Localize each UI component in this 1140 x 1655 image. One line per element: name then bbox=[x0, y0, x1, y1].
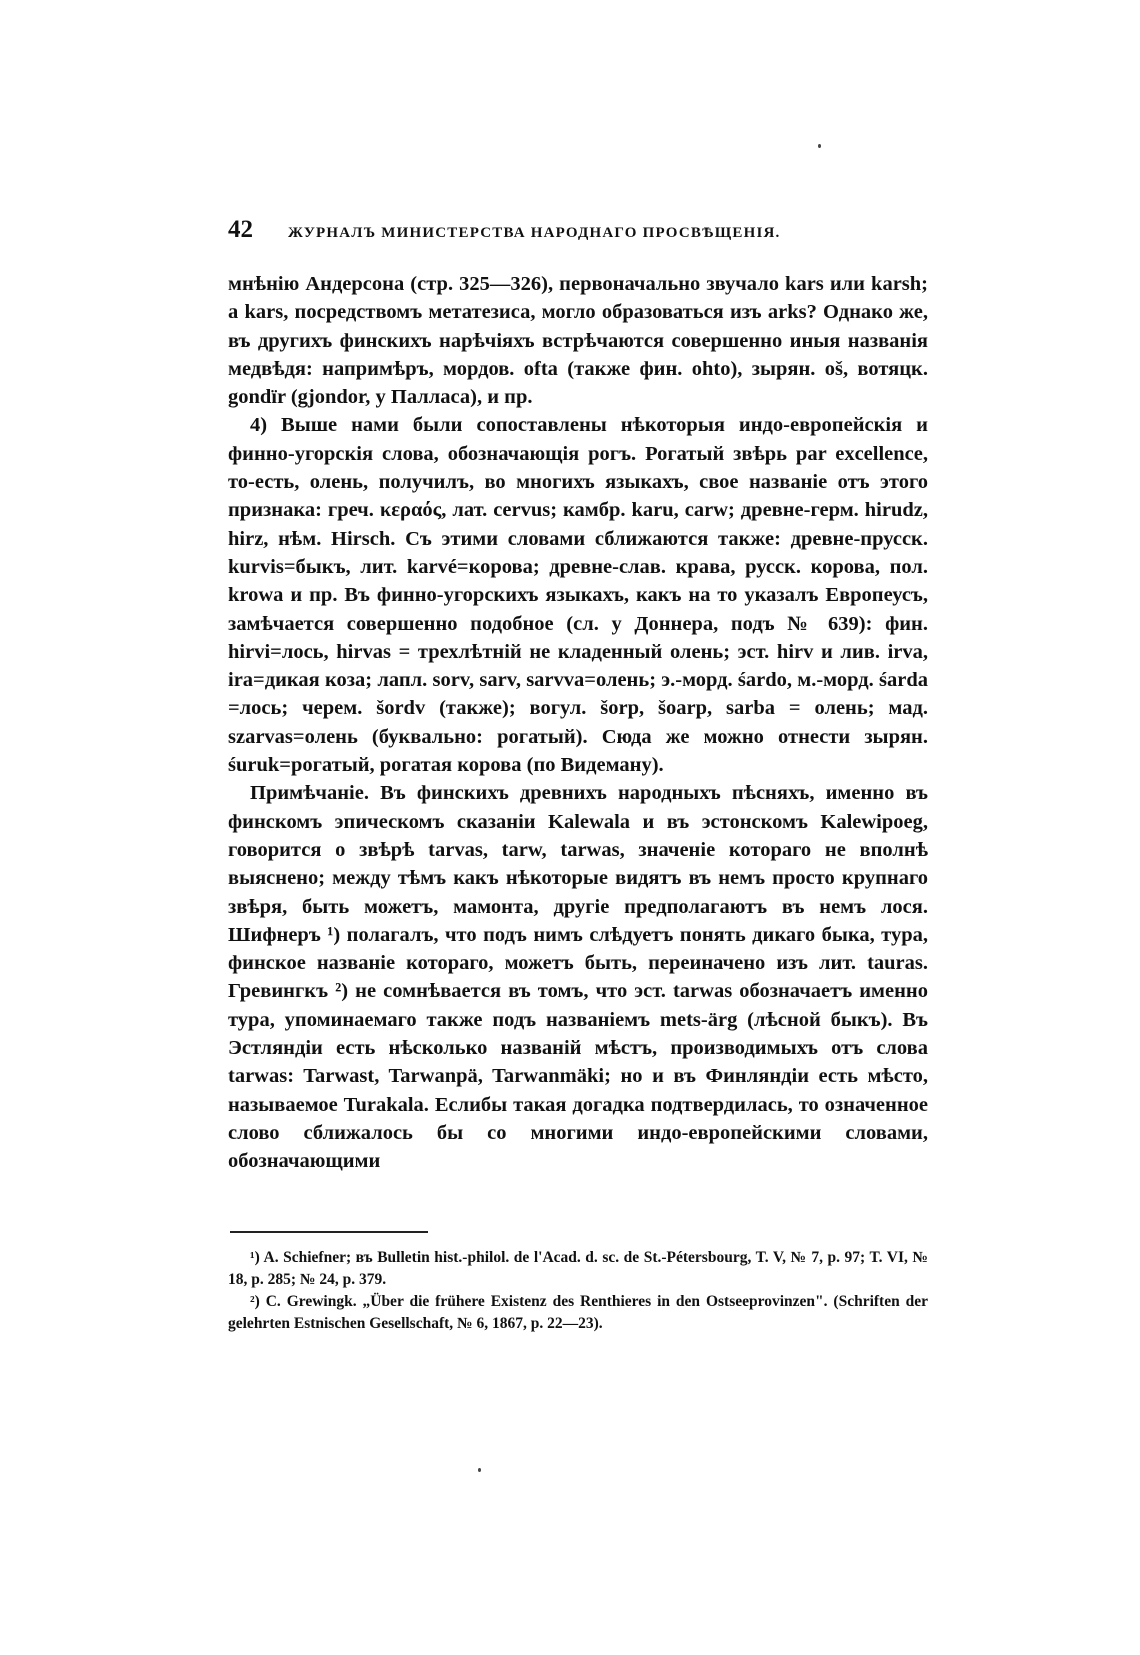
paragraph: мнѣнію Андерсона (стр. 325—326), первоначально звучало kars или karsh; a kars, посредствомъ метатезиса, могло образоваться изъ arks? Однако же, въ другихъ финскихъ нарѣчіяхъ встрѣчаются совершенно иныя названія медвѣдя: напримѣръ, мордов. ofta (также фин. ohto), зырян. oš, вотяцк. gondïr (gjondor, у Палласа), и пр. bbox=[228, 273, 928, 409]
footnote: ¹) A. Schiefner; въ Bulletin hist.-philol. de l'Acad. d. sc. de St.-Pétersbourg, T. V, № 7, p. 97; T. VI, № 18, p. 285; № 24, p. 379. bbox=[228, 1248, 928, 1288]
running-title: ЖУРНАЛЪ МИНИСТЕРСТВА НАРОДНАГО ПРОСВѢЩЕНІЯ. bbox=[288, 225, 781, 241]
speck-mark bbox=[818, 144, 821, 148]
page-number: 42 bbox=[228, 216, 253, 243]
page bbox=[228, 216, 928, 1335]
paragraph-note: Примѣчаніе. Въ финскихъ древнихъ народныхъ пѣсняхъ, именно въ финскомъ эпическомъ сказаніи Kalewala и въ эстонскомъ Kalewipoeg, говорится о звѣрѣ tarvas, tarw, tarwas, значеніе котораго не вполнѣ выяснено; между тѣмъ какъ нѣкоторые видятъ въ немъ просто крупнаго звѣря, быть можетъ, мамонта, другіе предполагаютъ въ немъ лося. Шифнеръ ¹) полагалъ, что подъ нимъ слѣдуетъ понять дикаго быка, тура, финское названіе котораго, можетъ быть, переиначено изъ лит. tauras. Гревингкъ ²) не сомнѣвается въ томъ, что эст. tarwas обозначаетъ именно тура, упоминаемаго также подъ названіемъ mets-ärg (лѣсной быкъ). Въ Эстляндіи есть нѣсколько названій мѣстъ, производимыхъ отъ слова tarwas: Tarwast, Tarwanpä, Tarwanmäki; но и въ Финляндіи есть мѣсто, называемое Turakala. Еслибы такая догадка подтвердилась, то означенное слово сближалось бы со многими индо-европейскими словами, обозначающими bbox=[228, 782, 928, 1173]
page-header bbox=[228, 216, 928, 250]
footnotes bbox=[228, 1247, 928, 1335]
footnote-rule bbox=[230, 1231, 428, 1233]
footnote: ²) C. Grewingk. „Über die frühere Existenz des Renthieres in den Ostseeprovinzen". (Schriften der gelehrten Estnischen Gesellschaft, № 6, 1867, p. 22—23). bbox=[228, 1292, 928, 1332]
body-text bbox=[228, 270, 928, 1176]
paragraph: 4) Выше нами были сопоставлены нѣкоторыя индо-европейскія и финно-угорскія слова, обозначающія рогъ. Рогатый звѣрь par excellence, то-есть, олень, получилъ, во многихъ языкахъ, свое названіе отъ этого признака: греч. κεραός, лат. cervus; камбр. karu, carw; древне-герм. hirudz, hirz, нѣм. Hirsch. Съ этими словами сближаются также: древне-прусск. kurvis=быкъ, лит. karvé=корова; древне-слав. крава, русск. корова, пол. krowa и пр. Въ финно-угорскихъ языкахъ, какъ на то указалъ Европеусъ, замѣчается совершенно подобное (сл. у Доннера, подъ № 639): фин. hirvi=лось, hirvas = трехлѣтній не кладенный олень; эст. hirv и лив. irva, ira=дикая коза; лапл. sorv, sarv, sarvva=олень; э.-морд. śardo, м.-морд. śarda =лось; черем. šordv (также); вогул. šorp, šoarp, sarba = олень; мад. szarvas=олень (буквально: рогатый). Сюда же можно отнести зырян. śuruk=рогатый, рогатая корова (по Видеману). bbox=[228, 414, 928, 777]
speck-mark bbox=[478, 1468, 481, 1472]
